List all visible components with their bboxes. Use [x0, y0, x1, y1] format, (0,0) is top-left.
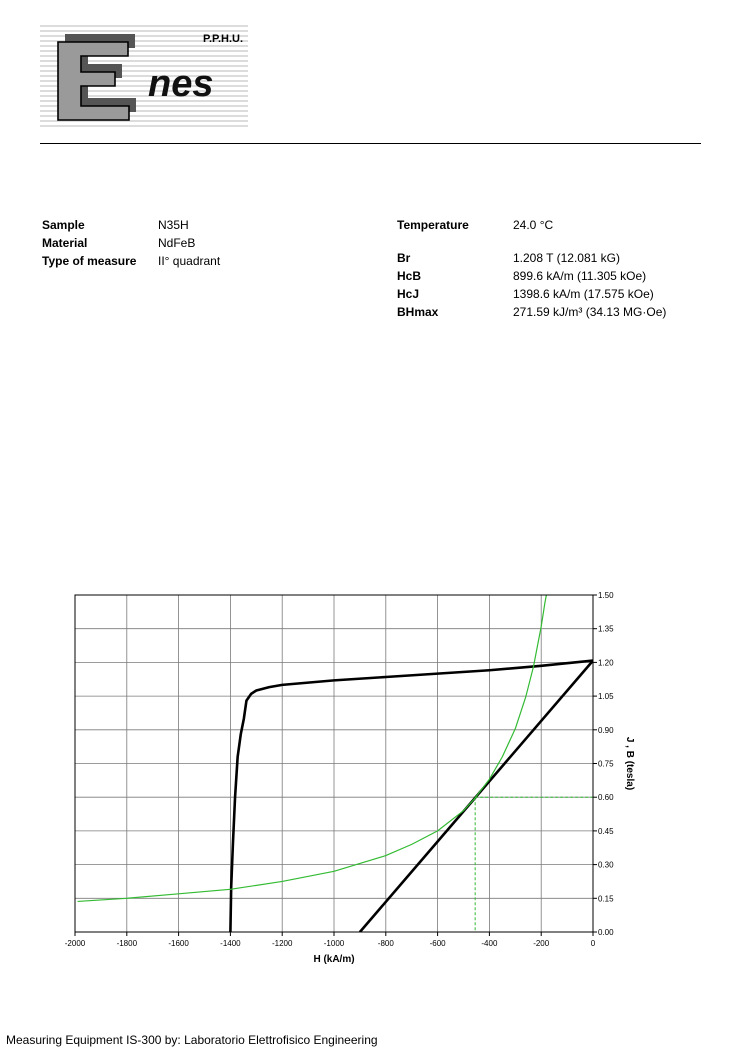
logo-small-text: P.P.H.U. — [203, 33, 243, 45]
info-label: Temperature — [397, 218, 469, 232]
footer-text: Measuring Equipment IS-300 by: Laboratorio Elettrofisico Engineering — [6, 1033, 378, 1047]
measure-type-row — [42, 252, 220, 270]
y-tick-label: 1.05 — [598, 692, 614, 702]
x-axis-label: H (kA/m) — [313, 954, 355, 965]
x-tick-label: -2000 — [64, 939, 86, 948]
y-tick-label: 1.35 — [598, 624, 614, 634]
y-tick-label: 1.50 — [598, 591, 614, 600]
bhmax-hyperbola — [78, 595, 547, 901]
demagnetization-chart — [55, 585, 655, 975]
material-row — [42, 234, 220, 252]
info-value: II° quadrant — [158, 254, 221, 268]
br-row — [397, 249, 666, 267]
sample-info — [42, 216, 220, 270]
measurement-results — [397, 216, 666, 321]
x-tick-label: 0 — [590, 939, 596, 948]
x-tick-label: -800 — [377, 939, 394, 948]
temperature-row — [397, 216, 666, 234]
enes-logo — [40, 22, 250, 130]
info-value: 271.59 kJ/m³ (34.13 MG·Oe) — [513, 305, 667, 319]
info-value: 1.208 T (12.081 kG) — [513, 251, 620, 265]
x-tick-label: -200 — [533, 939, 550, 948]
x-tick-label: -1200 — [271, 939, 293, 948]
y-tick-label: 0.30 — [598, 860, 614, 870]
sample-row — [42, 216, 220, 234]
info-value: 899.6 kA/m (11.305 kOe) — [513, 269, 647, 283]
info-label: Type of measure — [42, 254, 137, 268]
grid — [75, 595, 593, 932]
y-tick-label: 0.60 — [598, 793, 614, 803]
info-label: BHmax — [397, 305, 439, 319]
y-tick-label: 0.45 — [598, 826, 614, 836]
j-curve — [230, 661, 593, 932]
y-tick-label: 0.15 — [598, 894, 614, 904]
logo-word: nes — [148, 63, 214, 105]
info-value: N35H — [158, 218, 189, 232]
x-tick-label: -1800 — [116, 939, 138, 948]
y-tick-label: 0.90 — [598, 725, 614, 735]
hcj-row — [397, 285, 666, 303]
y-tick-label: 0.00 — [598, 928, 614, 937]
hcb-row — [397, 267, 666, 285]
info-label: Material — [42, 236, 88, 250]
info-label: HcB — [397, 269, 422, 283]
x-tick-label: -1400 — [220, 939, 241, 948]
info-label: HcJ — [397, 287, 420, 301]
bhmax-row — [397, 303, 666, 321]
info-label: Sample — [42, 218, 85, 232]
y-tick-label: 1.20 — [598, 658, 614, 668]
info-value: NdFeB — [158, 236, 196, 250]
x-tick-label: -1600 — [168, 939, 189, 948]
x-tick-label: -400 — [481, 939, 498, 948]
header-divider — [40, 143, 701, 144]
info-value: 24.0 °C — [513, 218, 554, 232]
info-label: Br — [397, 251, 411, 265]
y-axis-label: J , B (tesla) — [624, 736, 635, 791]
x-tick-label: -600 — [429, 939, 446, 948]
tick-labels — [65, 591, 614, 948]
y-tick-label: 0.75 — [598, 759, 614, 769]
info-value: 1398.6 kA/m (17.575 kOe) — [513, 287, 654, 301]
x-tick-label: -1000 — [323, 939, 345, 948]
